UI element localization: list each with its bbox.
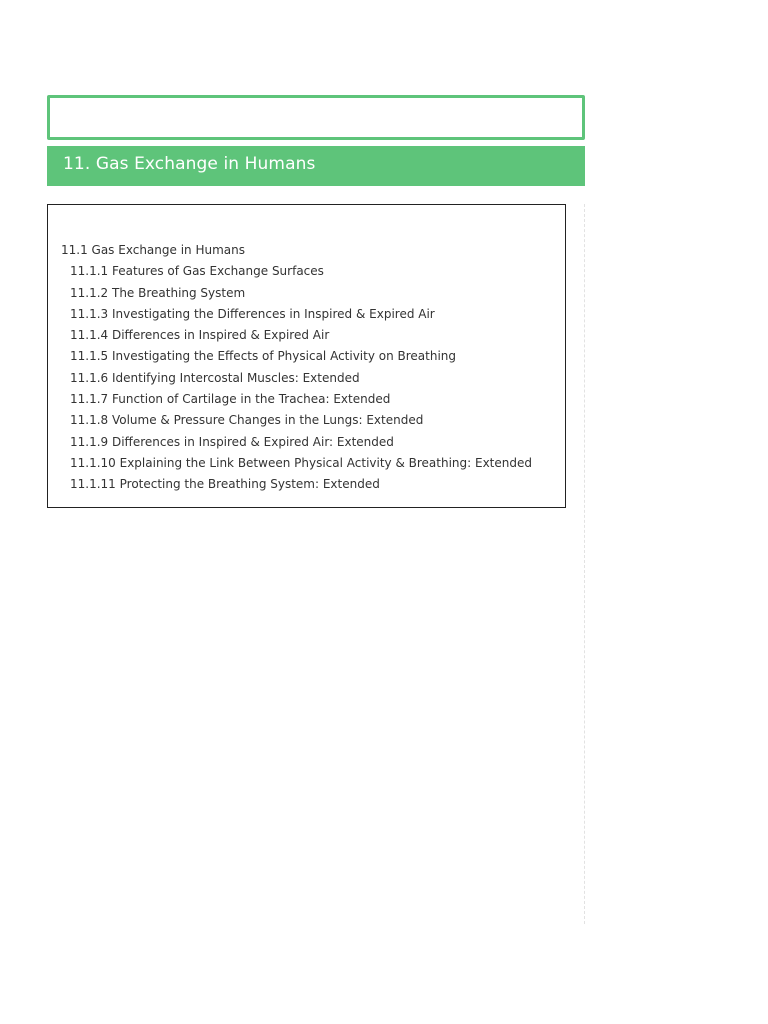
toc-item[interactable]: 11.1.9 Differences in Inspired & Expired Air: Extended — [70, 434, 394, 449]
toc-section-heading[interactable]: 11.1 Gas Exchange in Humans — [61, 243, 245, 257]
toc-item[interactable]: 11.1.11 Protecting the Breathing System: Extended — [70, 477, 380, 492]
toc-item[interactable]: 11.1.3 Investigating the Differences in Inspired & Expired Air — [70, 306, 435, 321]
toc-item[interactable]: 11.1.4 Differences in Inspired & Expired Air — [70, 328, 330, 343]
toc-item[interactable]: 11.1.6 Identifying Intercostal Muscles: Extended — [70, 370, 360, 385]
toc-item[interactable]: 11.1.10 Explaining the Link Between Physical Activity & Breathing: Extended — [70, 455, 532, 470]
toc-item[interactable]: 11.1.2 The Breathing System — [70, 285, 246, 300]
toc-item[interactable]: 11.1.8 Volume & Pressure Changes in the Lungs: Extended — [70, 413, 424, 428]
toc-item[interactable]: 11.1.5 Investigating the Effects of Physical Activity on Breathing — [70, 349, 457, 364]
toc-list — [61, 240, 532, 496]
chapter-banner — [47, 146, 585, 186]
header-outline-box — [47, 95, 585, 140]
table-of-contents — [47, 204, 566, 508]
chapter-title: 11. Gas Exchange in Humans — [63, 154, 316, 174]
margin-divider — [584, 204, 585, 924]
toc-item[interactable]: 11.1.7 Function of Cartilage in the Trachea: Extended — [70, 392, 391, 407]
toc-item[interactable]: 11.1.1 Features of Gas Exchange Surfaces — [70, 264, 324, 279]
